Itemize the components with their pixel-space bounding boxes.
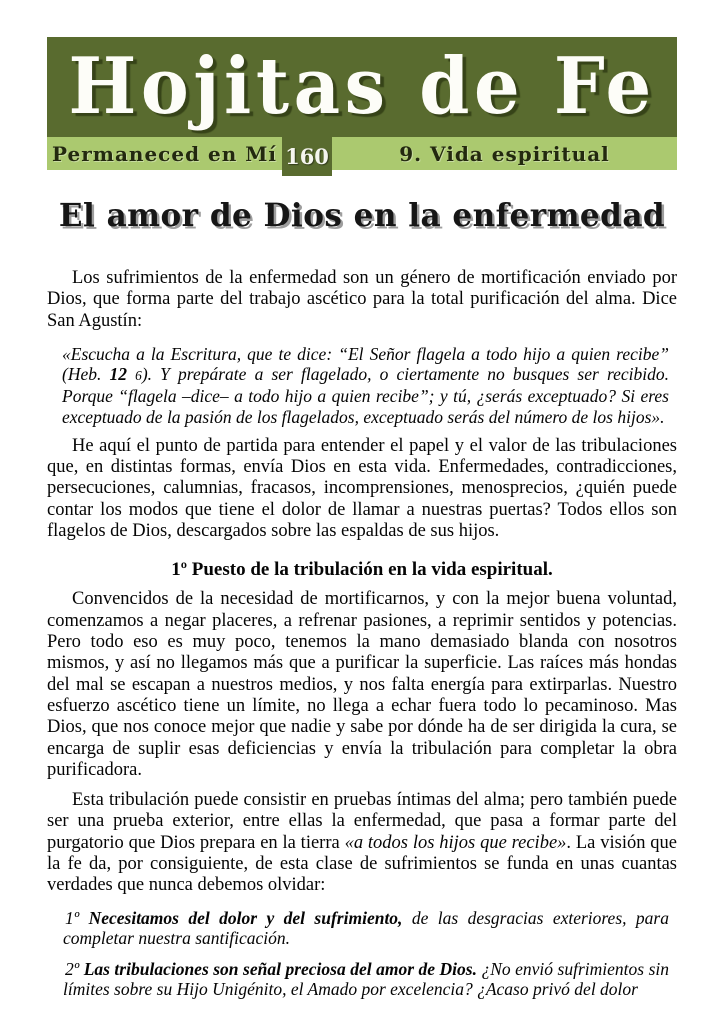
list-item: 1º Necesitamos del dolor y del sufrimiento, de las desgracias exteriores, para completar nuestra santificación.: [63, 907, 669, 948]
paragraph: Esta tribulación puede consistir en pruebas íntimas del alma; pero también puede ser una prueba exterior, entre ellas la enfermedad, que pasa a formar parte del purgatorio que Dios prepara en la tierra «a todos los hijos que recibe». La visión que la fe da, por consiguiente, de esta clase de sufrimientos se funda en unas cuantas verdades que nunca debemos olvidar:: [47, 790, 678, 896]
masthead: [47, 37, 677, 170]
subbar-motto: Permaneced en Mí: [52, 141, 277, 166]
article: [47, 196, 677, 999]
masthead-title: Hojitas de Fe: [68, 41, 656, 132]
subbar-right-segment: [332, 137, 677, 170]
masthead-subbar: [47, 137, 677, 170]
masthead-band: [47, 37, 677, 137]
subbar-left-segment: [47, 137, 282, 170]
list-item: 2º Las tribulaciones son señal preciosa del amor de Dios. ¿No envió sufrimientos sin límites sobre su Hijo Unigénito, el Amado por excelencia? ¿Acaso privó del dolor: [63, 959, 670, 1000]
paragraph: Convencidos de la necesidad de mortificarnos, y con la mejor buena voluntad, comenzamos a negar placeres, a refrenar pasiones, a reprimir sentidos y potencias. Pero todo eso es muy poco, tenemos la mano demasiado blanda con nosotros mismos, y así no llegamos más que a purificar la superficie. Las raíces más hondas del mal se escapan a nuestros medios, y nos falta energía para extirparlas. Nuestro esfuerzo ascético tiene un límite, no llega a echar fuera todo lo pecaminoso. Mas Dios, que nos conoce mejor que nadie y sabe por dónde ha de ser dirigida la cura, se encarga de suplir esas deficiencias y envía la tribulación para completar la obra purificadora.: [47, 589, 677, 780]
subbar-section-label: 9. Vida espiritual: [399, 141, 610, 166]
article-body: [47, 268, 677, 999]
paragraph: Los sufrimientos de la enfermedad son un género de mortificación enviado por Dios, que forma parte del trabajo ascético para la total purificación del alma. Dice San Agustín:: [47, 268, 677, 331]
issue-number-box: [282, 137, 332, 176]
article-title: El amor de Dios en la enfermedad: [58, 196, 666, 234]
quote: «Escucha a la Escritura, que te dice: “El Señor flagela a todo hijo a quien recibe” (Heb. 12 6). Y prepárate a ser flagelado, o ciertamente no busques ser recibido. Porque “flagela –dice– a todo hijo a quien recibe”; y tú, ¿serás exceptuado? Si eres exceptuado de la pasión de los flagelados, exceptuado serás del número de los hijos».: [62, 343, 670, 427]
heading: 1º Puesto de la tribulación en la vida espiritual.: [171, 559, 553, 581]
paragraph: He aquí el punto de partida para entender el papel y el valor de las tribulaciones que, en distintas formas, envía Dios en esta vida. Enfermedades, contradicciones, persecuciones, calumnias, fracasos, incomprensiones, menosprecios, ¿quién puede contar los modos que tiene el dolor de llamar a nuestras puertas? Todos ellos son flagelos de Dios, descargados sobre las espaldas de sus hijos.: [47, 435, 677, 541]
issue-number: 160: [285, 144, 329, 169]
